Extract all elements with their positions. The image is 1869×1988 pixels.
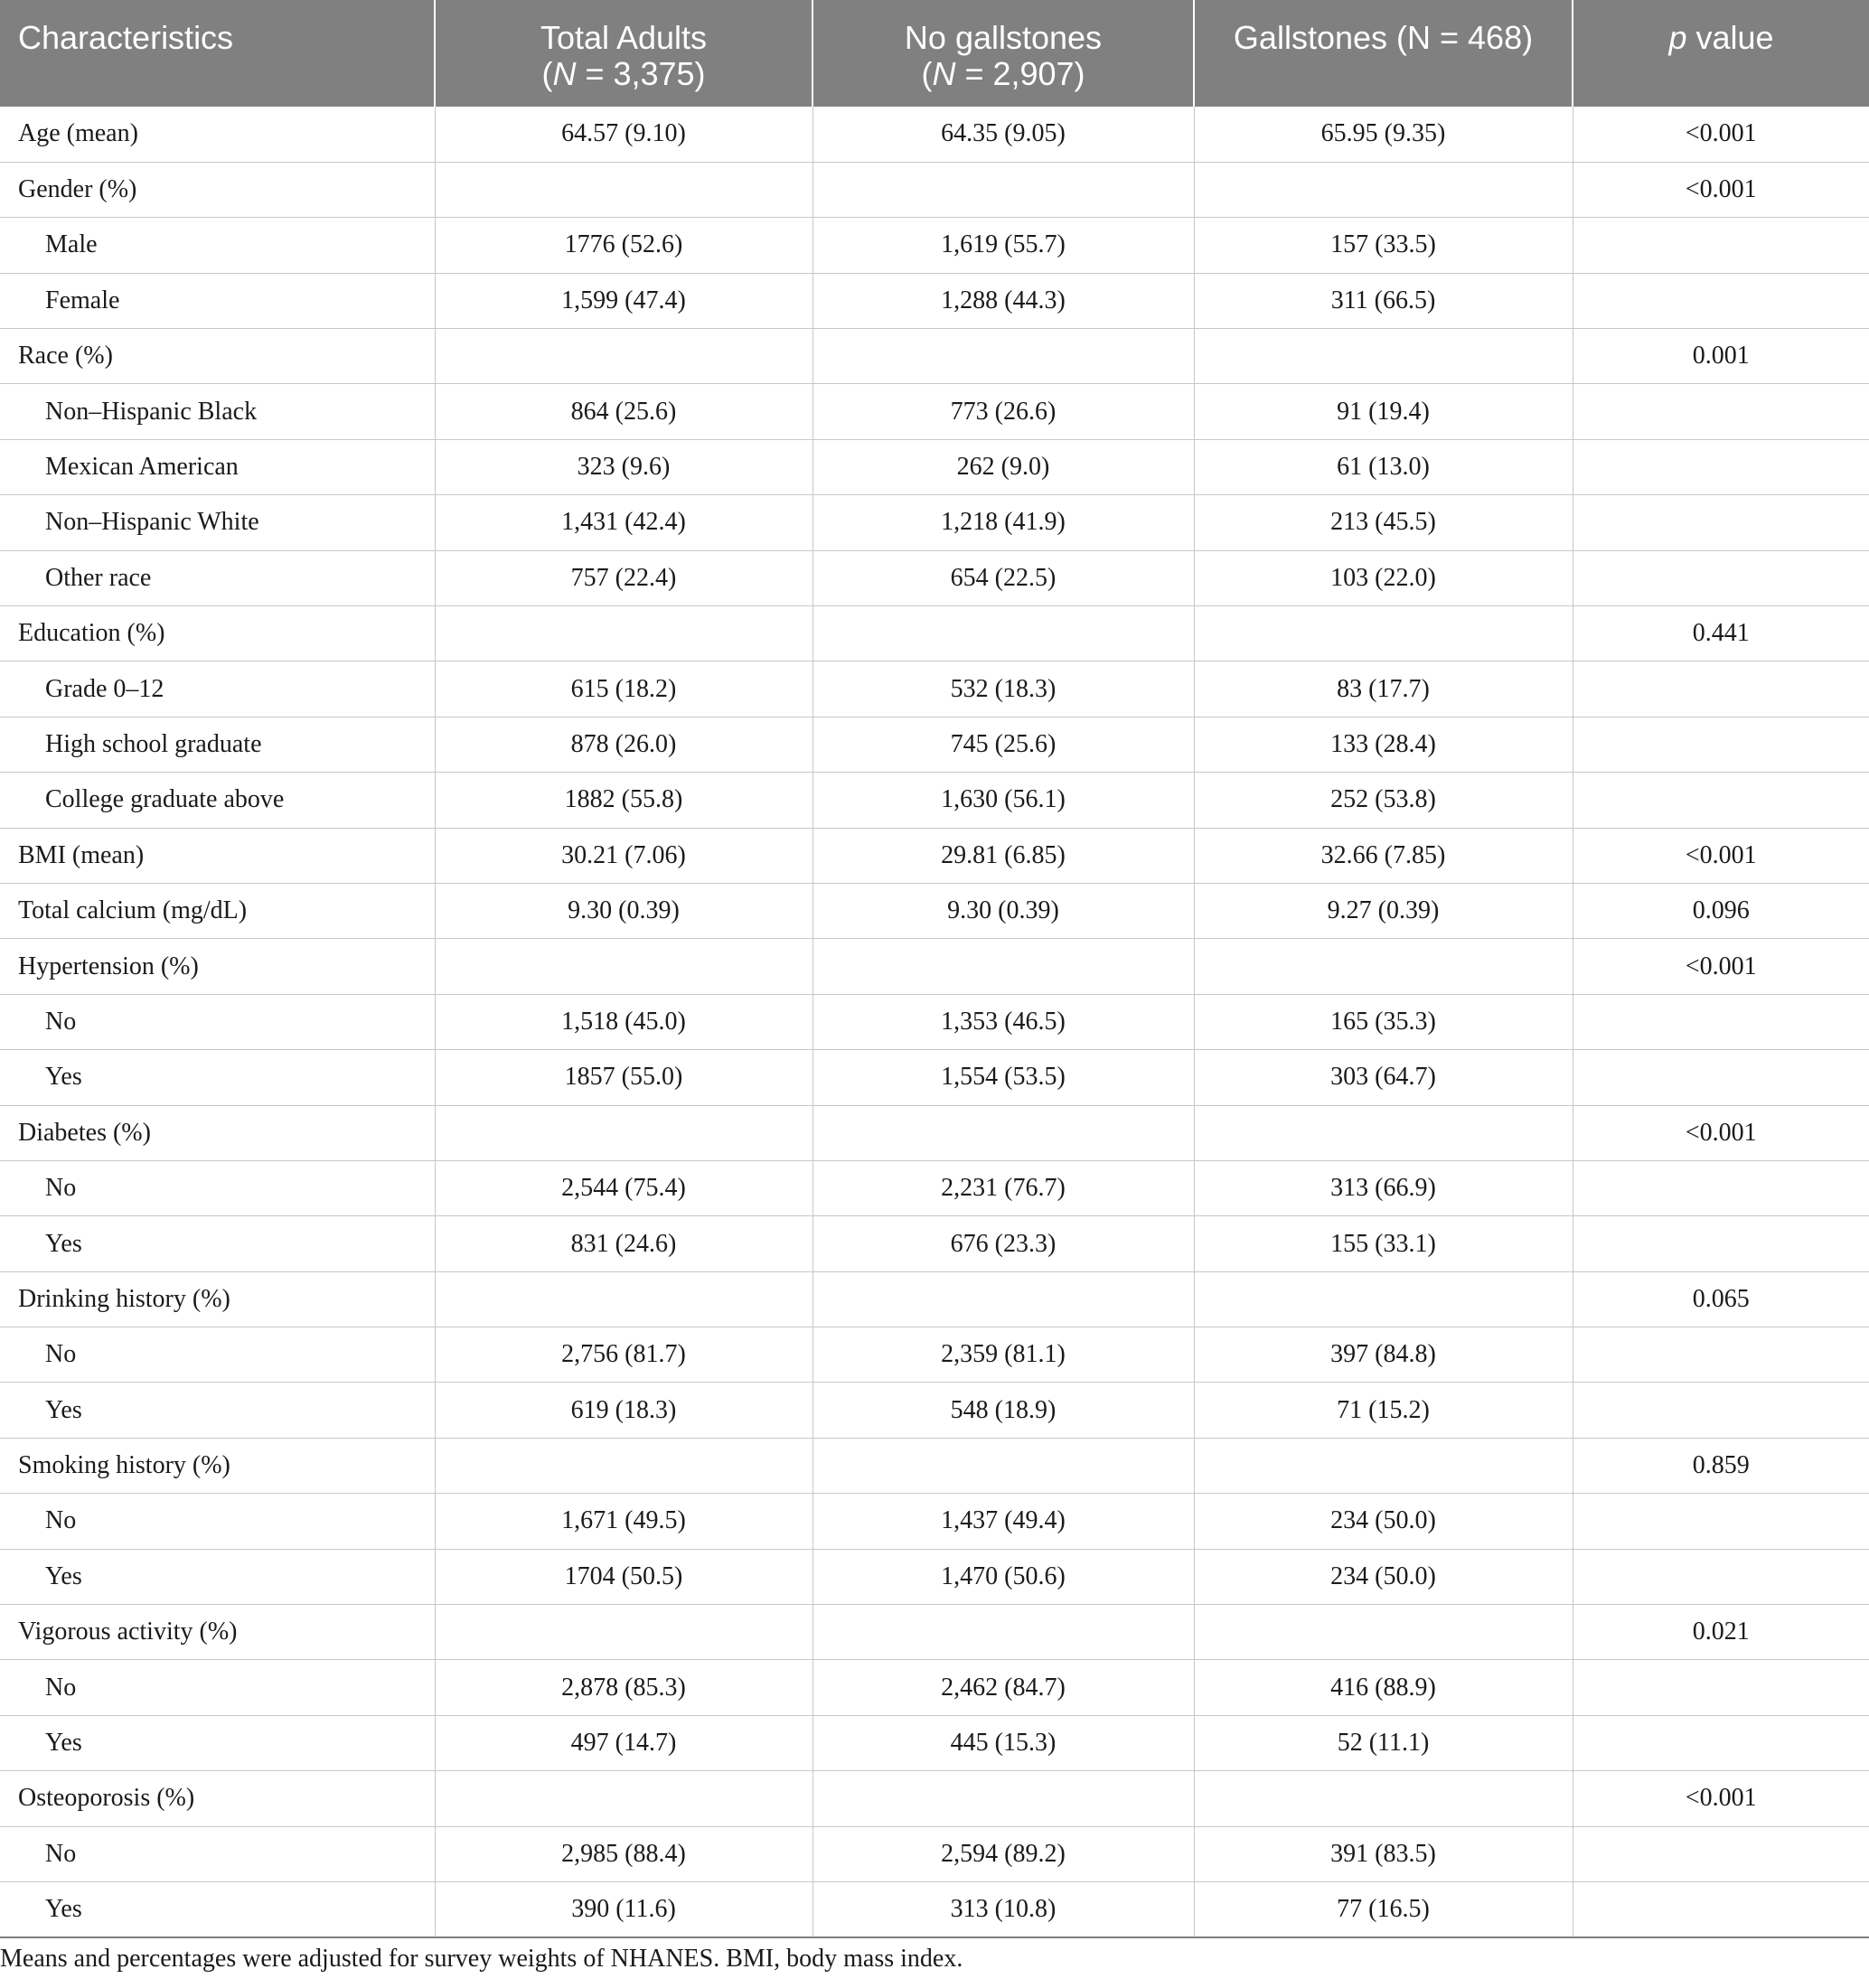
header-p-rest: value [1686,19,1774,56]
cell-p-value: <0.001 [1573,1771,1869,1826]
cell-gallstones [1194,1105,1573,1160]
cell-no-gallstones: 745 (25.6) [812,717,1194,772]
cell-p-value [1573,218,1869,273]
cell-gallstones: 61 (13.0) [1194,439,1573,494]
cell-no-gallstones: 2,231 (76.7) [812,1160,1194,1215]
cell-total-adults: 2,756 (81.7) [435,1327,812,1383]
cell-p-value [1573,1160,1869,1215]
row-label: No [0,1160,435,1215]
cell-no-gallstones: 9.30 (0.39) [812,883,1194,938]
row-label: Vigorous activity (%) [0,1605,435,1660]
header-gallstones-text: Gallstones (N = 468) [1233,19,1534,56]
cell-total-adults: 2,544 (75.4) [435,1160,812,1215]
row-label: No [0,1327,435,1383]
cell-no-gallstones: 445 (15.3) [812,1715,1194,1770]
cell-p-value [1573,1327,1869,1383]
cell-no-gallstones: 654 (22.5) [812,550,1194,605]
row-label: Gender (%) [0,162,435,217]
cell-total-adults: 615 (18.2) [435,661,812,717]
table-body [0,107,1869,1937]
row-label: BMI (mean) [0,828,435,883]
row-label: No [0,1826,435,1881]
table-row [0,1050,1869,1105]
row-label: Race (%) [0,329,435,384]
cell-gallstones: 234 (50.0) [1194,1494,1573,1549]
table-row [0,1605,1869,1660]
cell-no-gallstones [812,606,1194,661]
cell-gallstones: 391 (83.5) [1194,1826,1573,1881]
cell-no-gallstones: 2,359 (81.1) [812,1327,1194,1383]
cell-gallstones [1194,1771,1573,1826]
cell-no-gallstones: 1,619 (55.7) [812,218,1194,273]
cell-gallstones [1194,329,1573,384]
row-label: No [0,994,435,1049]
cell-total-adults: 831 (24.6) [435,1216,812,1271]
cell-total-adults: 9.30 (0.39) [435,883,812,938]
table-row [0,661,1869,717]
header-total-rest: = 3,375) [576,55,706,92]
table-header [0,0,1869,107]
cell-gallstones [1194,1605,1573,1660]
cell-no-gallstones: 773 (26.6) [812,384,1194,439]
cell-p-value: 0.441 [1573,606,1869,661]
cell-no-gallstones: 1,470 (50.6) [812,1549,1194,1604]
cell-total-adults: 878 (26.0) [435,717,812,772]
row-label: Grade 0–12 [0,661,435,717]
table-row [0,1549,1869,1604]
cell-gallstones [1194,1271,1573,1327]
cell-total-adults [435,1105,812,1160]
table-row [0,939,1869,994]
cell-gallstones: 311 (66.5) [1194,273,1573,328]
cell-p-value: <0.001 [1573,1105,1869,1160]
cell-total-adults: 1882 (55.8) [435,773,812,828]
header-total-adults [435,0,812,107]
header-total-n: N [552,55,577,92]
table-row [0,384,1869,439]
row-label: Non–Hispanic White [0,495,435,550]
header-nogall-open: ( [921,55,933,92]
cell-p-value: <0.001 [1573,162,1869,217]
cell-total-adults [435,1271,812,1327]
cell-p-value [1573,1882,1869,1937]
cell-gallstones [1194,606,1573,661]
cell-gallstones: 83 (17.7) [1194,661,1573,717]
cell-p-value [1573,495,1869,550]
cell-gallstones: 397 (84.8) [1194,1327,1573,1383]
cell-no-gallstones: 676 (23.3) [812,1216,1194,1271]
cell-p-value [1573,661,1869,717]
table-row [0,162,1869,217]
header-nogall-n: N [932,55,956,92]
cell-p-value: 0.859 [1573,1438,1869,1493]
cell-no-gallstones: 262 (9.0) [812,439,1194,494]
row-label: Diabetes (%) [0,1105,435,1160]
cell-gallstones [1194,939,1573,994]
row-label: Age (mean) [0,107,435,162]
cell-total-adults: 390 (11.6) [435,1882,812,1937]
table-row [0,1715,1869,1770]
row-label: No [0,1660,435,1715]
header-p-italic: p [1668,19,1687,56]
cell-gallstones: 213 (45.5) [1194,495,1573,550]
cell-no-gallstones: 1,630 (56.1) [812,773,1194,828]
cell-no-gallstones [812,1438,1194,1493]
cell-total-adults: 2,878 (85.3) [435,1660,812,1715]
cell-total-adults: 1,599 (47.4) [435,273,812,328]
cell-p-value: 0.065 [1573,1271,1869,1327]
cell-p-value [1573,717,1869,772]
row-label: Yes [0,1549,435,1604]
cell-p-value [1573,1549,1869,1604]
cell-gallstones: 52 (11.1) [1194,1715,1573,1770]
cell-gallstones: 313 (66.9) [1194,1160,1573,1215]
cell-p-value [1573,994,1869,1049]
cell-total-adults [435,606,812,661]
cell-p-value: 0.096 [1573,883,1869,938]
header-row [0,0,1869,107]
cell-no-gallstones: 313 (10.8) [812,1882,1194,1937]
row-label: Osteoporosis (%) [0,1771,435,1826]
table-footnote: Means and percentages were adjusted for survey weights of NHANES. BMI, body mass index. [0,1945,963,1973]
row-label: Yes [0,1882,435,1937]
cell-total-adults [435,1605,812,1660]
row-label: Hypertension (%) [0,939,435,994]
cell-total-adults: 1776 (52.6) [435,218,812,273]
row-label: Female [0,273,435,328]
table-row [0,1494,1869,1549]
row-label: High school graduate [0,717,435,772]
cell-gallstones: 157 (33.5) [1194,218,1573,273]
cell-total-adults: 323 (9.6) [435,439,812,494]
row-label: Yes [0,1383,435,1438]
cell-total-adults [435,1771,812,1826]
table-row [0,773,1869,828]
header-nogall-line1: No gallstones [904,19,1103,56]
cell-p-value: 0.001 [1573,329,1869,384]
row-label: Other race [0,550,435,605]
header-no-gallstones [812,0,1194,107]
row-label: No [0,1494,435,1549]
cell-no-gallstones: 2,462 (84.7) [812,1660,1194,1715]
cell-gallstones: 416 (88.9) [1194,1660,1573,1715]
cell-no-gallstones: 532 (18.3) [812,661,1194,717]
cell-no-gallstones: 2,594 (89.2) [812,1826,1194,1881]
cell-no-gallstones [812,329,1194,384]
header-total-line1: Total Adults [540,19,708,56]
row-label: Education (%) [0,606,435,661]
cell-total-adults [435,162,812,217]
header-total-open: ( [541,55,553,92]
cell-gallstones: 165 (35.3) [1194,994,1573,1049]
cell-total-adults: 864 (25.6) [435,384,812,439]
cell-no-gallstones: 29.81 (6.85) [812,828,1194,883]
cell-no-gallstones: 1,554 (53.5) [812,1050,1194,1105]
table-row [0,883,1869,938]
cell-no-gallstones: 1,218 (41.9) [812,495,1194,550]
row-label: Yes [0,1216,435,1271]
cell-p-value [1573,384,1869,439]
cell-total-adults: 64.57 (9.10) [435,107,812,162]
cell-gallstones: 252 (53.8) [1194,773,1573,828]
table-row [0,1438,1869,1493]
cell-p-value [1573,1494,1869,1549]
row-label: Mexican American [0,439,435,494]
header-nogall-rest: = 2,907) [955,55,1085,92]
cell-total-adults: 2,985 (88.4) [435,1826,812,1881]
row-label: Yes [0,1050,435,1105]
table-row [0,1271,1869,1327]
cell-gallstones: 234 (50.0) [1194,1549,1573,1604]
cell-no-gallstones: 1,288 (44.3) [812,273,1194,328]
cell-p-value [1573,439,1869,494]
cell-gallstones: 91 (19.4) [1194,384,1573,439]
cell-no-gallstones [812,939,1194,994]
cell-gallstones [1194,1438,1573,1493]
table-row [0,1383,1869,1438]
cell-p-value [1573,1715,1869,1770]
table-row [0,717,1869,772]
table-row [0,606,1869,661]
row-label: College graduate above [0,773,435,828]
cell-total-adults [435,329,812,384]
table-row [0,1771,1869,1826]
cell-total-adults: 1,431 (42.4) [435,495,812,550]
cell-no-gallstones [812,1105,1194,1160]
table-row [0,439,1869,494]
cell-total-adults [435,1438,812,1493]
table-row [0,1105,1869,1160]
cell-gallstones: 303 (64.7) [1194,1050,1573,1105]
cell-no-gallstones [812,162,1194,217]
cell-no-gallstones [812,1605,1194,1660]
table-row [0,329,1869,384]
cell-gallstones: 155 (33.1) [1194,1216,1573,1271]
table-row [0,1327,1869,1383]
cell-gallstones: 65.95 (9.35) [1194,107,1573,162]
cell-p-value: <0.001 [1573,939,1869,994]
table-row [0,218,1869,273]
cell-total-adults: 1857 (55.0) [435,1050,812,1105]
header-gallstones [1194,0,1573,107]
cell-no-gallstones [812,1271,1194,1327]
header-p-value [1573,0,1869,107]
header-characteristics-text: Characteristics [18,19,234,56]
cell-total-adults: 1,518 (45.0) [435,994,812,1049]
cell-p-value [1573,550,1869,605]
row-label: Non–Hispanic Black [0,384,435,439]
header-characteristics [0,0,435,107]
cell-p-value [1573,773,1869,828]
cell-p-value: 0.021 [1573,1605,1869,1660]
cell-total-adults: 757 (22.4) [435,550,812,605]
cell-total-adults: 1704 (50.5) [435,1549,812,1604]
cell-p-value: <0.001 [1573,107,1869,162]
cell-gallstones: 32.66 (7.85) [1194,828,1573,883]
cell-gallstones [1194,162,1573,217]
row-label: Male [0,218,435,273]
header-total-line2 [445,56,803,92]
cell-p-value [1573,1826,1869,1881]
cell-no-gallstones: 1,353 (46.5) [812,994,1194,1049]
cell-gallstones: 103 (22.0) [1194,550,1573,605]
table-row [0,1826,1869,1881]
cell-p-value: <0.001 [1573,828,1869,883]
cell-gallstones: 71 (15.2) [1194,1383,1573,1438]
cell-total-adults: 619 (18.3) [435,1383,812,1438]
row-label: Smoking history (%) [0,1438,435,1493]
table-row [0,994,1869,1049]
cell-no-gallstones [812,1771,1194,1826]
cell-total-adults: 1,671 (49.5) [435,1494,812,1549]
table-row [0,495,1869,550]
table-row [0,1160,1869,1215]
table-row [0,1660,1869,1715]
cell-total-adults: 30.21 (7.06) [435,828,812,883]
row-label: Total calcium (mg/dL) [0,883,435,938]
cell-p-value [1573,1050,1869,1105]
cell-p-value [1573,1660,1869,1715]
cell-no-gallstones: 548 (18.9) [812,1383,1194,1438]
cell-gallstones: 9.27 (0.39) [1194,883,1573,938]
cell-no-gallstones: 64.35 (9.05) [812,107,1194,162]
row-label: Drinking history (%) [0,1271,435,1327]
table-row [0,828,1869,883]
cell-p-value [1573,1383,1869,1438]
table-row [0,1882,1869,1937]
row-label: Yes [0,1715,435,1770]
table-row [0,273,1869,328]
cell-total-adults [435,939,812,994]
table-row [0,1216,1869,1271]
cell-total-adults: 497 (14.7) [435,1715,812,1770]
cell-gallstones: 133 (28.4) [1194,717,1573,772]
table-row [0,107,1869,162]
cell-p-value [1573,1216,1869,1271]
cell-gallstones: 77 (16.5) [1194,1882,1573,1937]
table-row [0,550,1869,605]
cell-no-gallstones: 1,437 (49.4) [812,1494,1194,1549]
cell-p-value [1573,273,1869,328]
header-nogall-line2 [822,56,1184,92]
